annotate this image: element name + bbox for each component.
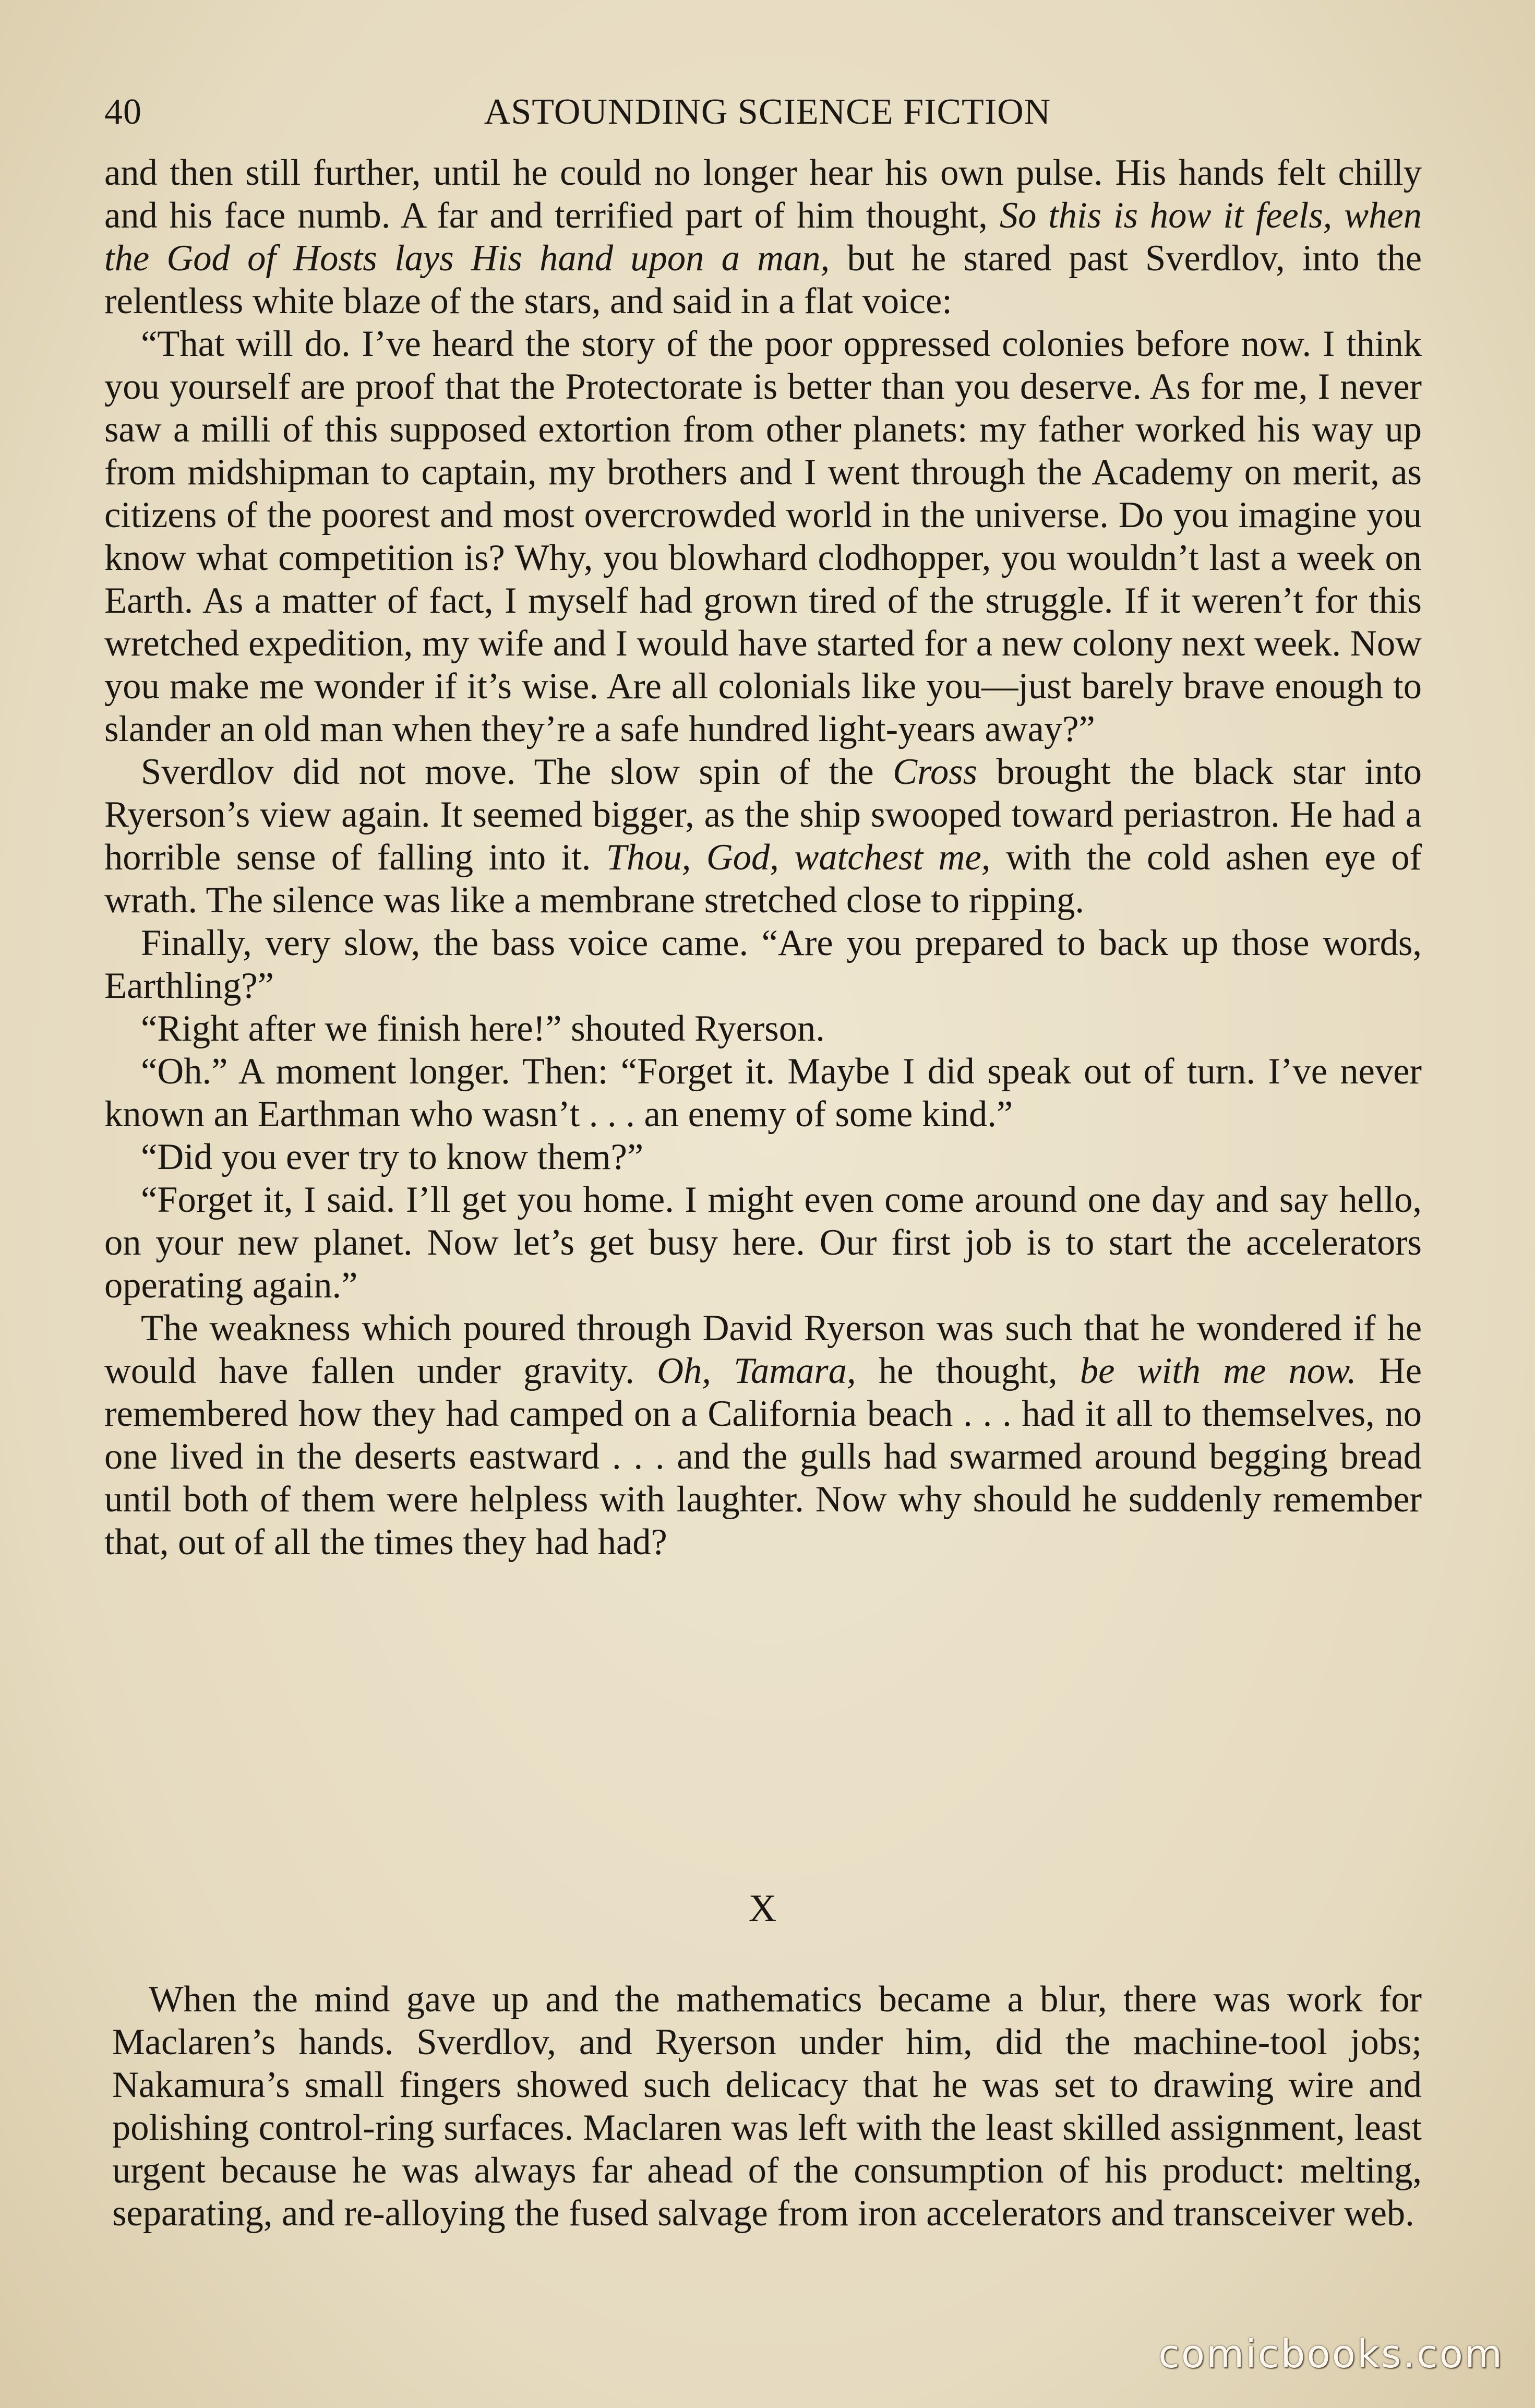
text-run: but he stared past Sverdlov, into the relentless white blaze of the stars, and said in a flat voice: [104, 238, 1422, 321]
paragraph [104, 1007, 1422, 1050]
text-run: “Right after we finish here!” shouted Ryerson. [141, 1008, 825, 1049]
running-head: ASTOUNDING SCIENCE FICTION [484, 92, 1051, 132]
page-number: 40 [104, 92, 142, 132]
paragraph [104, 1136, 1422, 1178]
text-run: When the mind gave up and the mathematics became a blur, there was work for Maclaren’s hands. Sverdlov, and Ryerson under him, did the machine-tool jobs; Nakamura’s small fingers showed such delicacy that he was set to drawing wire and polishing control-ring surfaces. Maclaren was left with the least skilled assignment, least urgent because he was always far ahead of the consumption of his product: melting, separating, and re-alloying the fused salvage from iron accelerators and transceiver web. [112, 1979, 1422, 2234]
text-run: with the cold ashen eye of wrath. The silence was like a membrane stretched close to ripping. [104, 837, 1422, 921]
text-run: brought the black star into Ryerson’s view again. It seemed bigger, as the ship swooped toward periastron. He had a horrible sense of falling into it. [104, 752, 1422, 878]
italic-text: Cross [893, 752, 978, 792]
paragraph [112, 1978, 1422, 2235]
italic-text: So this is how it feels, when the God of Hosts lays His hand upon a man, [104, 195, 1422, 279]
text-run: He remembered how they had camped on a California beach . . . had it all to themselves, no one lived in the deserts eastward . . . and the gulls had swarmed around begging bread until both of them were helpless with laughter. Now why should he suddenly remember that, out of all the times they had had? [104, 1351, 1422, 1563]
body-text [104, 151, 1422, 1564]
paragraph [104, 1050, 1422, 1136]
paragraph [104, 1178, 1422, 1307]
text-run: he thought, [856, 1351, 1080, 1391]
paragraph [104, 151, 1422, 323]
paragraph [104, 750, 1422, 922]
chapter-heading: X [748, 1887, 778, 1930]
italic-text: Oh, Tamara, [657, 1351, 856, 1391]
text-run: “Oh.” A moment longer. Then: “Forget it. Maybe I did speak out of turn. I’ve never known an Earthman who wasn’t . . . an enemy of some kind.” [104, 1051, 1422, 1135]
text-run: “Did you ever try to know them?” [141, 1137, 644, 1177]
paragraph [104, 1307, 1422, 1564]
text-run: Sverdlov did not move. The slow spin of the [141, 752, 893, 792]
chapter-body-text [112, 1978, 1422, 2235]
watermark: comicbooks.com [1158, 2332, 1504, 2377]
text-run: “That will do. I’ve heard the story of the poor oppressed colonies before now. I think you yourself are proof that the Protectorate is better than you deserve. As for me, I never saw a milli of this supposed extortion from other planets: my father worked his way up from midshipman to captain, my brothers and I went through the Academy on merit, as citizens of the poorest and most overcrowded world in the universe. Do you imagine you know what competition is? Why, you blowhard clodhopper, you wouldn’t last a week on Earth. As a matter of fact, I myself had grown tired of the struggle. If it weren’t for this wretched expedition, my wife and I would have started for a new colony next week. Now you make me wonder if it’s wise. Are all colonials like you—just barely brave enough to slander an old man when they’re a safe hundred light-years away?” [104, 324, 1422, 749]
text-run: “Forget it, I said. I’ll get you home. I might even come around one day and say hello, on your new planet. Now let’s get busy here. Our first job is to start the accelerators operating again.” [104, 1179, 1422, 1306]
italic-text: be with me now. [1080, 1351, 1357, 1391]
paragraph [104, 922, 1422, 1007]
text-run: and then still further, until he could no longer hear his own pulse. His hands felt chilly and his face numb. A far and terrified part of him thought, [104, 152, 1422, 236]
text-run: Finally, very slow, the bass voice came. “Are you prepared to back up those words, Earthling?” [104, 923, 1422, 1006]
text-run: The weakness which poured through David Ryerson was such that he wondered if he would have fallen under gravity. [104, 1308, 1422, 1391]
paragraph [104, 323, 1422, 750]
page-header [104, 89, 1431, 136]
italic-text: Thou, God, watchest me, [606, 837, 991, 878]
